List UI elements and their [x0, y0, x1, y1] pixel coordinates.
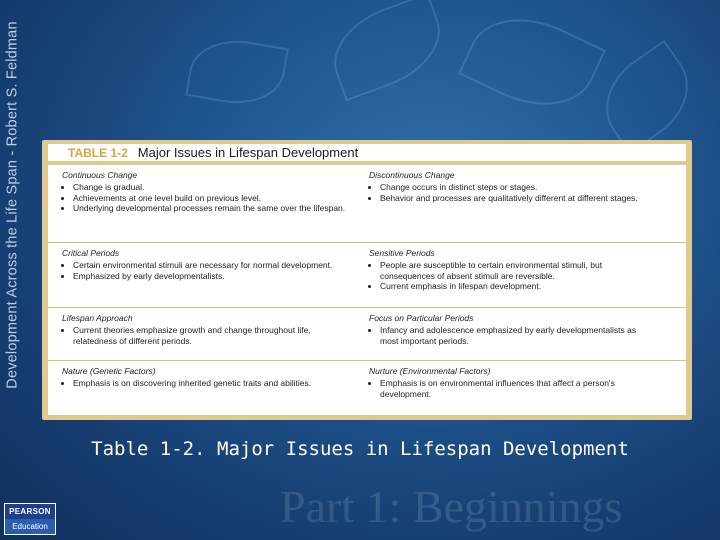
sidebar-book-title	[0, 0, 26, 410]
list-item: • Change is gradual.	[73, 182, 349, 193]
cell-heading: Nurture (Environmental Factors)	[369, 366, 491, 376]
table-cell-left	[62, 313, 369, 357]
list-item: • Change occurs in distinct steps or stages.	[380, 182, 656, 193]
table-cell-left	[62, 366, 369, 412]
cell-heading: Discontinuous Change	[369, 170, 455, 180]
logo-pearson-text: PEARSON	[5, 504, 55, 519]
pearson-logo	[4, 503, 56, 535]
list-item: • People are susceptible to certain environmental stimuli, but consequences of absent stimuli are reversible.	[380, 260, 656, 281]
list-item: • Achievements at one level build on previous level.	[73, 193, 349, 204]
part-watermark: Part 1: Beginnings	[280, 481, 623, 532]
list-item: • Underlying developmental processes remain the same over the lifespan.	[73, 203, 349, 214]
table-row	[48, 308, 686, 361]
table-row	[48, 243, 686, 308]
list-item: • Emphasized by early developmentalists.	[73, 271, 349, 282]
cell-heading: Sensitive Periods	[369, 248, 435, 258]
table-cell-right	[369, 366, 676, 412]
decorative-leaf-shape	[321, 0, 453, 101]
table-cell-left	[62, 170, 369, 239]
cell-heading: Focus on Particular Periods	[369, 313, 474, 323]
table-cell-right	[369, 170, 676, 239]
list-item: • Certain environmental stimuli are necessary for normal development.	[73, 260, 349, 271]
cell-heading: Nature (Genetic Factors)	[62, 366, 156, 376]
decorative-leaf-shape	[185, 32, 289, 111]
logo-education-text: Education	[5, 519, 55, 534]
list-item: • Infancy and adolescence emphasized by early developmentalists as most important periods.	[380, 325, 656, 346]
table-body	[48, 165, 686, 415]
list-item: • Emphasis is on environmental influences that affect a person's development.	[380, 378, 656, 399]
decorative-leaf-shape	[587, 40, 706, 155]
list-item: • Current emphasis in lifespan development.	[380, 281, 656, 292]
slide-caption: Table 1-2. Major Issues in Lifespan Development	[91, 438, 629, 460]
table-cell-right	[369, 313, 676, 357]
list-item: • Behavior and processes are qualitatively different at different stages.	[380, 193, 656, 204]
table-figure	[42, 140, 692, 420]
table-cell-right	[369, 248, 676, 304]
table-row	[48, 361, 686, 415]
table-title: Major Issues in Lifespan Development	[137, 145, 359, 160]
table-cell-left	[62, 248, 369, 304]
table-row	[48, 165, 686, 243]
decorative-leaf-shape	[458, 0, 606, 126]
list-item: • Emphasis is on discovering inherited genetic traits and abilities.	[73, 378, 349, 389]
list-item: • Current theories emphasize growth and change throughout life, relatedness of different periods.	[73, 325, 349, 346]
table-header	[48, 144, 686, 161]
cell-heading: Lifespan Approach	[62, 313, 133, 323]
cell-heading: Continuous Change	[62, 170, 138, 180]
cell-heading: Critical Periods	[62, 248, 120, 258]
table-number: TABLE 1-2	[68, 145, 128, 160]
sidebar-book-title-text: Development Across the Life Span - Robert S. Feldman	[5, 21, 22, 389]
